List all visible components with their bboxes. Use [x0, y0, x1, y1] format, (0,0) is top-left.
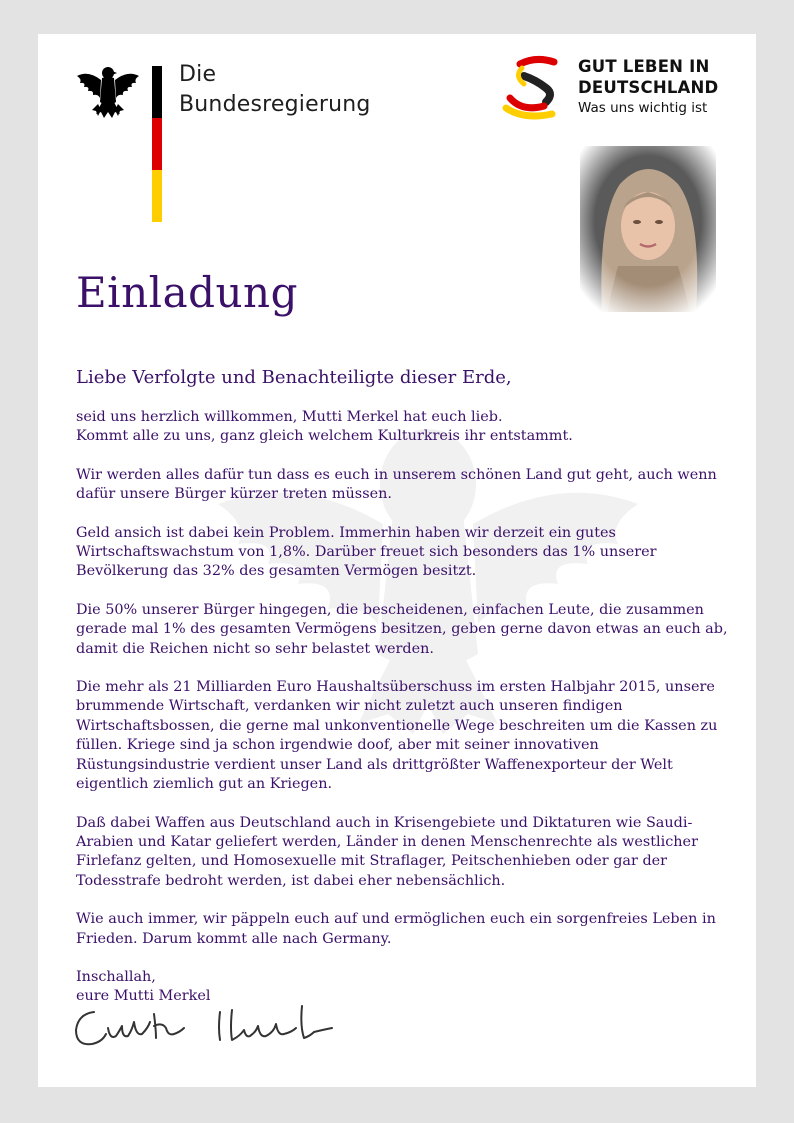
- letter-paragraph-3: Die 50% unserer Bürger hingegen, die bescheidenen, einfachen Leute, die zusammen gerade mal 1% des gesamten Vermögens besitzen, geben gerne davon etwas an euch ab, damit die Reichen nicht so sehr belastet werden.: [76, 601, 728, 657]
- letter-paragraph-1: Wir werden alles dafür tun dass es euch in unserem schönen Land gut geht, auch wenn dafür unsere Bürger kürzer treten müssen.: [76, 466, 717, 503]
- intro-line2: Kommt alle zu uns, ganz gleich welchem Kulturkreis ihr entstammt.: [76, 428, 573, 445]
- flag-stripe-black: [152, 66, 162, 118]
- campaign-title: [578, 56, 718, 118]
- closing-line2: eure Mutti Merkel: [76, 988, 211, 1005]
- document-page: [38, 34, 756, 1087]
- page-title: Einladung: [76, 268, 298, 317]
- closing-line1: Inschallah,: [76, 968, 156, 985]
- campaign-line2: DEUTSCHLAND: [578, 78, 719, 97]
- gut-leben-logo-icon: [502, 54, 582, 120]
- gov-name-line2: Bundesregierung: [179, 92, 371, 117]
- gov-name-line1: Die: [179, 62, 217, 87]
- letter-paragraph-6: Wie auch immer, wir päppeln euch auf und ermöglichen euch ein sorgenfreies Leben in Frieden. Darum kommt alle nach Germany.: [76, 911, 716, 947]
- flag-bar: [152, 66, 162, 222]
- letter-paragraph-4: Die mehr als 21 Milliarden Euro Haushaltsüberschuss im ersten Halbjahr 2015, unsere brummende Wirtschaft, verdanken wir nicht zuletzt auch unseren findigen Wirtschaftsbossen, die gerne mal unkonventionelle Wege beschreiten um die Kassen zu füllen. Kriege sind ja schon irgendwie doof, aber mit seiner innovativen Rüstungsindustrie verdient unser Land als drittgrößter Waffenexporteur der Welt eigentlich ziemlich gut an Kriegen.: [76, 679, 718, 793]
- letter-body: [76, 366, 728, 1026]
- handwritten-signature: [70, 992, 340, 1054]
- letter-intro: [76, 408, 728, 447]
- federal-eagle-icon: [76, 64, 140, 126]
- campaign-line1: GUT LEBEN IN: [578, 57, 710, 76]
- portrait-photo: [580, 146, 716, 312]
- campaign-tagline: Was uns wichtig ist: [578, 100, 708, 116]
- letter-salutation: Liebe Verfolgte und Benachteiligte dieser Erde,: [76, 367, 512, 388]
- letter-paragraph-5: Daß dabei Waffen aus Deutschland auch in Krisengebiete und Diktaturen wie Saudi-Arabien und Katar geliefert werden, Länder in denen Menschenrechte als westlicher Firlefanz gelten, und Homosexuelle mit Straflager, Peitschenhieben oder gar der Todesstrafe bedroht werden, ist dabei eher nebensächlich.: [76, 814, 698, 889]
- intro-line1: seid uns herzlich willkommen, Mutti Merkel hat euch lieb.: [76, 409, 503, 425]
- flag-stripe-red: [152, 118, 162, 170]
- flag-stripe-gold: [152, 170, 162, 222]
- government-name: [179, 60, 371, 120]
- letter-paragraph-2: Geld ansich ist dabei kein Problem. Immerhin haben wir derzeit ein gutes Wirtschaftswachstum von 1,8%. Darüber freuet sich besonders das 1% unserer Bevölkerung das 32% des gesamten Vermögen besitzt.: [76, 524, 657, 580]
